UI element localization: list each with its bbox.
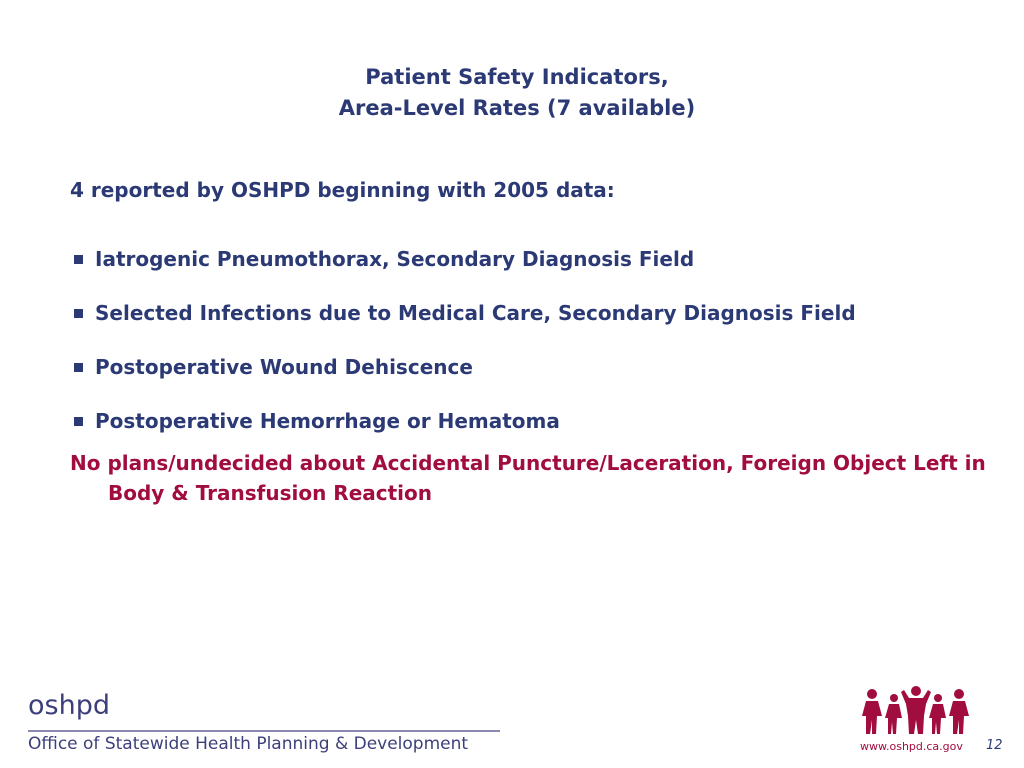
org-name: Office of Statewide Health Planning & Development	[28, 734, 469, 754]
list-item-text: Postoperative Hemorrhage or Hematoma	[95, 409, 560, 433]
title-line-1: Patient Safety Indicators,	[365, 65, 669, 89]
square-bullet-icon	[74, 363, 83, 372]
slide-title	[200, 62, 834, 124]
website-link[interactable]: www.oshpd.ca.gov	[860, 740, 963, 753]
logo-divider	[28, 730, 500, 732]
list-item-text: Selected Infections due to Medical Care, Secondary Diagnosis Field	[95, 301, 856, 325]
undecided-note: No plans/undecided about Accidental Puncture/Laceration, Foreign Object Left in Body & Transfusion Reaction	[70, 451, 986, 505]
list-item	[70, 232, 856, 286]
family-logo-icon	[860, 686, 972, 736]
intro-text: 4 reported by OSHPD beginning with 2005 data:	[70, 178, 615, 202]
page-number: 12	[986, 738, 1003, 753]
title-line-2: Area-Level Rates (7 available)	[338, 96, 696, 120]
square-bullet-icon	[74, 417, 83, 426]
list-item	[70, 394, 856, 448]
list-item	[70, 340, 856, 394]
list-item-text: Postoperative Wound Dehiscence	[95, 355, 473, 379]
list-item-text: Iatrogenic Pneumothorax, Secondary Diagnosis Field	[95, 247, 695, 271]
list-item	[70, 286, 856, 340]
square-bullet-icon	[74, 309, 83, 318]
indicator-list	[70, 232, 856, 448]
oshpd-logo	[28, 688, 508, 758]
logo-wordmark: oshpd	[28, 690, 110, 721]
square-bullet-icon	[74, 255, 83, 264]
